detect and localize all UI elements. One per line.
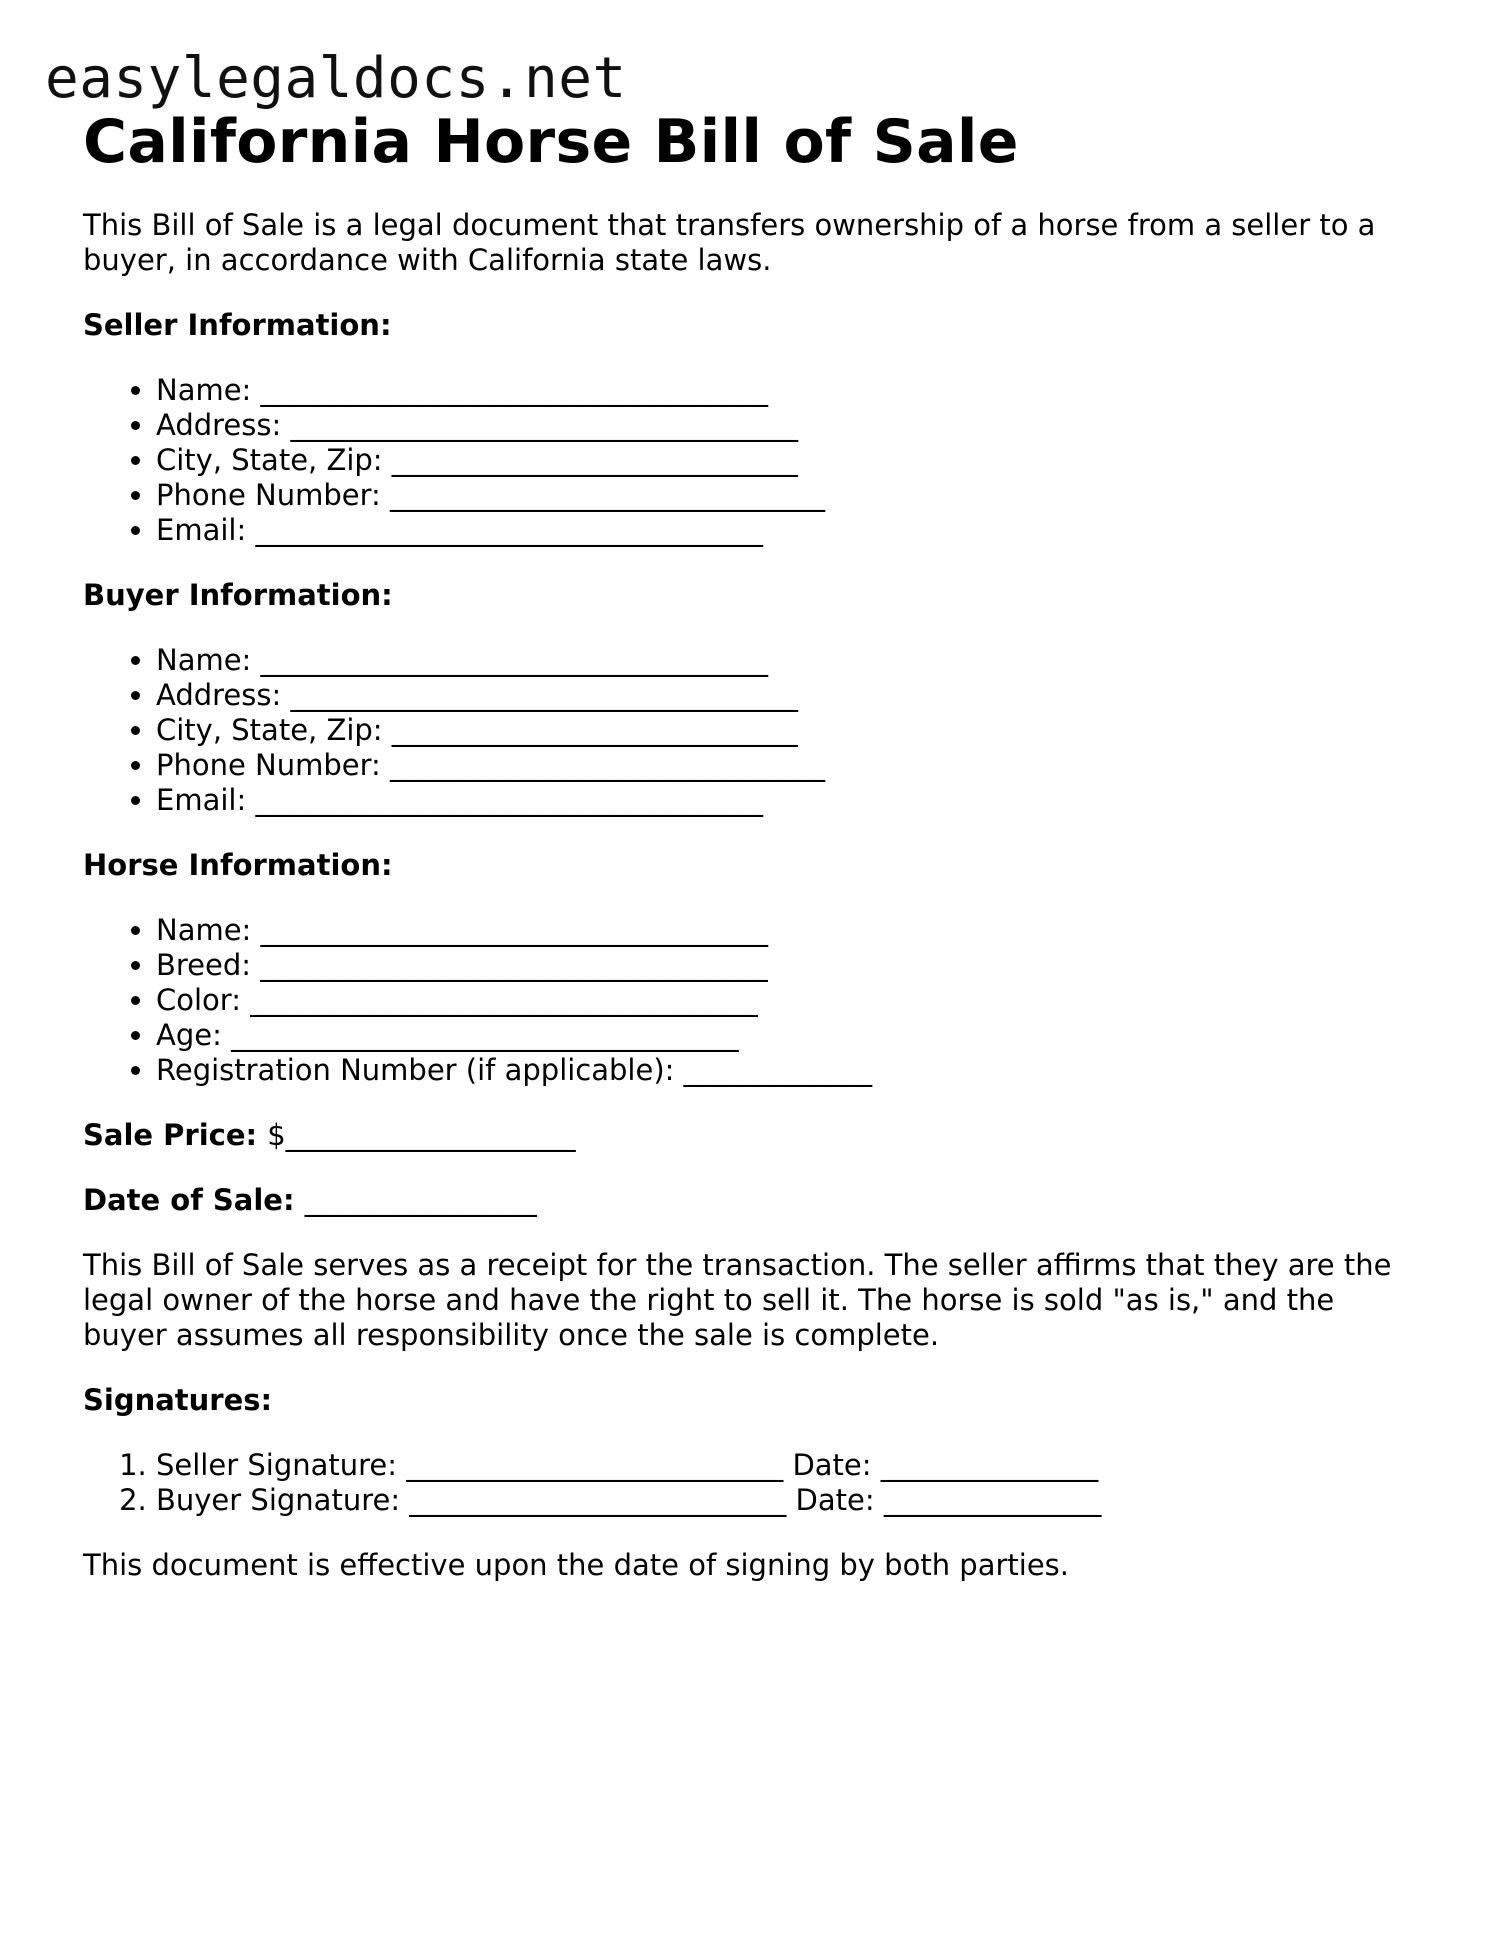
horse-breed-field[interactable]: • Breed: ___________________________________ xyxy=(156,948,1423,983)
buyer-signature-line[interactable]: 2. Buyer Signature: __________________________ Date: _______________ xyxy=(156,1483,1423,1518)
site-watermark: easylegaldocs.net xyxy=(45,46,627,111)
date-of-sale-label: Date of Sale: xyxy=(83,1183,295,1217)
signature-list xyxy=(83,1448,1423,1518)
horse-registration-field[interactable]: • Registration Number (if applicable): _____________ xyxy=(156,1053,1423,1088)
signatures-heading: Signatures: xyxy=(83,1383,273,1417)
seller-email-field[interactable]: • Email: ___________________________________ xyxy=(156,513,1423,548)
horse-field-list xyxy=(83,913,1423,1088)
buyer-name-field[interactable]: • Name: ___________________________________ xyxy=(156,643,1423,678)
document-title: California Horse Bill of Sale xyxy=(83,107,1019,177)
seller-city-state-zip-field[interactable]: • City, State, Zip: ____________________________ xyxy=(156,443,1423,478)
seller-address-field[interactable]: • Address: ___________________________________ xyxy=(156,408,1423,443)
horse-age-field[interactable]: • Age: ___________________________________ xyxy=(156,1018,1423,1053)
intro-paragraph: This Bill of Sale is a legal document that transfers ownership of a horse from a seller to a buyer, in accordance with California state laws. xyxy=(83,208,1376,277)
horse-color-field[interactable]: • Color: ___________________________________ xyxy=(156,983,1423,1018)
effective-statement: This document is effective upon the date of signing by both parties. xyxy=(83,1548,1069,1582)
sale-price-row xyxy=(83,1118,1423,1153)
buyer-address-field[interactable]: • Address: ___________________________________ xyxy=(156,678,1423,713)
closing-paragraph: This Bill of Sale serves as a receipt for the transaction. The seller affirms that they are the legal owner of the horse and have the right to sell it. The horse is sold "as is," and the buyer assumes all responsibility once the sale is complete. xyxy=(83,1248,1392,1352)
seller-phone-field[interactable]: • Phone Number: ______________________________ xyxy=(156,478,1423,513)
buyer-field-list xyxy=(83,643,1423,818)
buyer-email-field[interactable]: • Email: ___________________________________ xyxy=(156,783,1423,818)
date-of-sale-row xyxy=(83,1183,1423,1218)
buyer-city-state-zip-field[interactable]: • City, State, Zip: ____________________________ xyxy=(156,713,1423,748)
buyer-section-heading: Buyer Information: xyxy=(83,578,393,612)
sale-price-field[interactable]: $____________________ xyxy=(267,1118,576,1152)
horse-name-field[interactable]: • Name: ___________________________________ xyxy=(156,913,1423,948)
document-page xyxy=(83,104,1423,1583)
horse-section-heading: Horse Information: xyxy=(83,848,393,882)
sale-price-label: Sale Price: xyxy=(83,1118,258,1152)
seller-field-list xyxy=(83,373,1423,548)
seller-section-heading: Seller Information: xyxy=(83,308,392,342)
seller-signature-line[interactable]: 1. Seller Signature: __________________________ Date: _______________ xyxy=(156,1448,1423,1483)
buyer-phone-field[interactable]: • Phone Number: ______________________________ xyxy=(156,748,1423,783)
date-of-sale-field[interactable]: ________________ xyxy=(304,1183,537,1217)
seller-name-field[interactable]: • Name: ___________________________________ xyxy=(156,373,1423,408)
